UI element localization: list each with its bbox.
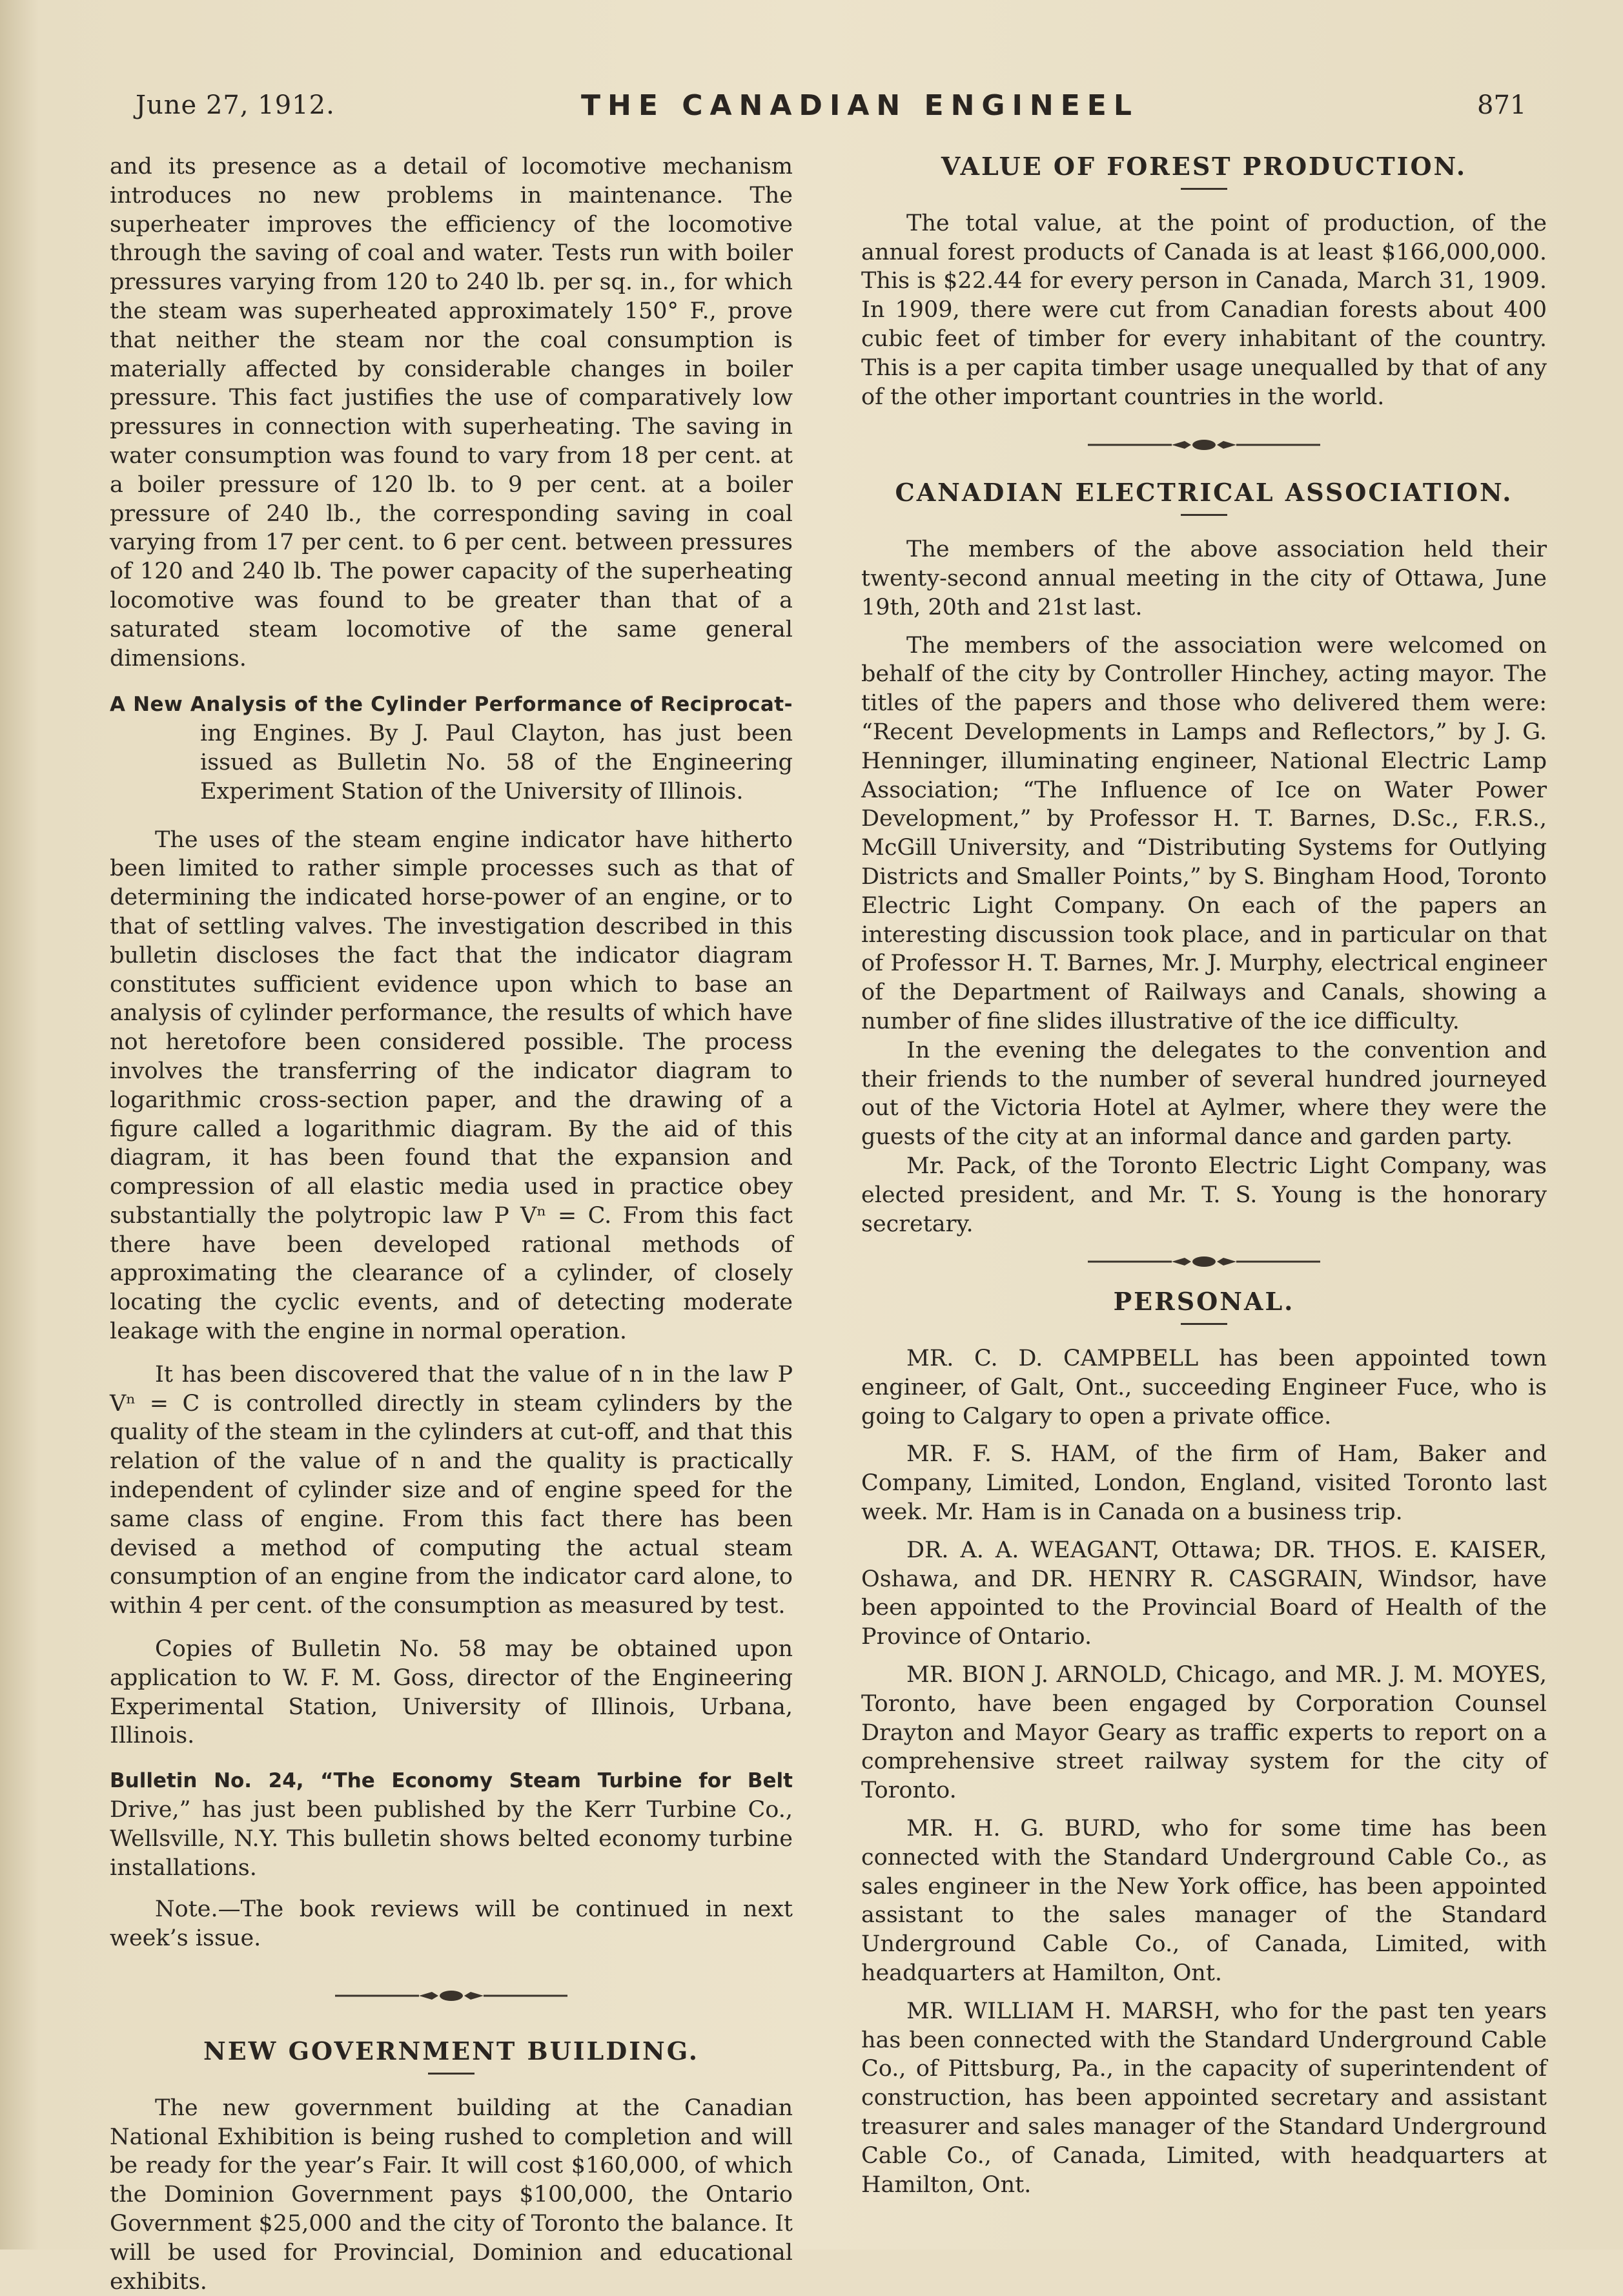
government-building-title: NEW GOVERNMENT BUILDING. bbox=[203, 2036, 700, 2066]
bulletin-24-notice bbox=[110, 1766, 793, 1882]
personal-item: MR. F. S. HAM, of the firm of Ham, Baker and Company, Limited, London, England, visited Toronto last week. Mr. Ham is in Canada on a business trip. bbox=[861, 1441, 1547, 1526]
forest-production-paragraph: The total value, at the point of production, of the annual forest products of Canada is at least $166,000,000. This is $22.44 for every person in Canada, March 31, 1909. In 1909, there were cut from Canadian forests about 400 cubic feet of timber for every inhabitant of the country. This is a per capita timber usage unequalled by that of any of the other important countries in the world. bbox=[861, 210, 1547, 410]
forest-production-title: VALUE OF FOREST PRODUCTION. bbox=[941, 152, 1467, 181]
title-rule bbox=[1181, 514, 1227, 516]
personal-item: MR. H. G. BURD, who for some time has been connected with the Standard Underground Cable Co., as sales engineer in the New York office, has been appointed assistant to the sales manager of the Standard Underground Cable Co., of Canada, Limited, with headquarters at Hamilton, Ont. bbox=[861, 1816, 1547, 1987]
page-number: 871 bbox=[1477, 90, 1527, 120]
title-rule bbox=[1181, 1323, 1227, 1325]
government-building-paragraph: The new government building at the Canadian National Exhibition is being rushed to completion and will be ready for the year’s Fair. It will cost $160,000, of which the Dominion Government pays $100,000, the Ontario Government $25,000 and the city of Toronto the balance. It will be used for Provincial, Dominion and educational exhibits. bbox=[110, 2095, 793, 2295]
indicator-uses-paragraph: The uses of the steam engine indicator have hitherto been limited to rather simple processes such as that of determining the indicated horse-power of an engine, or to that of settling valves. The investigation described in this bulletin discloses the fact that the indicator diagram constitutes sufficient evidence upon which to base an analysis of cylinder performance, the results of which have not heretofore been considered possible. The process involves the transferring of the indicator diagram to logarithmic cross-section paper, and the drawing of a figure called a logarithmic diagram. By the aid of this diagram, it has been found that the expansion and compression of all elastic media used in practice obey substantially the polytropic law P Vⁿ = C. From this fact there have been developed rational methods of approximating the clearance of a cylinder, of closely locating the cyclic events, and of detecting moderate leakage with the engine in normal operation. bbox=[110, 826, 793, 1345]
bulletin-copies-paragraph: Copies of Bulletin No. 58 may be obtained upon application to W. F. M. Goss, director of the Engineering Experimental Station, University of Illinois, Urbana, Illinois. bbox=[110, 1636, 793, 1749]
association-meeting-paragraph: The members of the above association held their twenty-second annual meeting in the city of Ottawa, June 19th, 20th and 21st last. bbox=[861, 537, 1547, 620]
running-header bbox=[0, 90, 1623, 142]
ornament-divider bbox=[1088, 1254, 1320, 1269]
superheater-paragraph: and its presence as a detail of locomotive mechanism introduces no new problems in maintenance. The superheater improves the efficiency of the locomotive through the saving of coal and water. Tests run with boiler pressures varying from 120 to 240 lb. per sq. in., for which the steam was superheated approximately 150° F., prove that neither the steam nor the coal consumption is materially affected by considerable changes in boiler pressure. This fact justifies the use of comparatively low pressures in connection with superheating. The saving in water consumption was found to vary from 18 per cent. at a boiler pressure of 120 lb. to 9 per cent. at a boiler pressure of 240 lb., the corresponding saving in coal varying from 17 per cent. to 6 per cent. between pressures of 120 and 240 lb. The power capacity of the superheating locomotive was found to be greater than that of a saturated steam locomotive of the same general dimensions. bbox=[110, 154, 793, 671]
title-rule bbox=[1181, 188, 1227, 190]
association-officers-paragraph: Mr. Pack, of the Toronto Electric Light Company, was elected president, and Mr. T. S. Young is the honorary secretary. bbox=[861, 1153, 1547, 1237]
association-papers-paragraph: The members of the association were welcomed on behalf of the city by Controller Hinchey, acting mayor. The titles of the papers and those who delivered them were: “Recent Developments in Lamps and Reflectors,” by J. G. Henninger, illuminating engineer, National Electric Lamp Association; “The Influence of Ice on Water Power Development,” by Professor H. T. Barnes, D.Sc., F.R.S., McGill University, and “Distributing Systems for Outlying Districts and Smaller Points,” by S. Bingham Hood, Toronto Electric Light Company. On each of the papers an interesting discussion took place, and in particular on that of Professor H. T. Barnes, Mr. J. Murphy, electrical engineer of the Department of Railways and Canals, showing a number of fine slides illustrative of the ice difficulty. bbox=[861, 632, 1547, 1034]
association-evening-paragraph: In the evening the delegates to the convention and their friends to the number of several hundred journeyed out of the Victoria Hotel at Aylmer, where they were the guests of the city at an informal dance and garden party. bbox=[861, 1037, 1547, 1151]
personal-item: MR. C. D. CAMPBELL has been appointed town engineer, of Galt, Ont., succeeding Engineer Fuce, who is going to Calgary to open a private office. bbox=[861, 1346, 1547, 1430]
electrical-association-title: CANADIAN ELECTRICAL ASSOCIATION. bbox=[895, 478, 1513, 507]
personal-item: DR. A. A. WEAGANT, Ottawa; DR. THOS. E. KAISER, Oshawa, and DR. HENRY R. CASGRAIN, Windsor, have been appointed to the Provincial Board of Health of the Province of Ontario. bbox=[861, 1537, 1547, 1650]
issue-date: June 27, 1912. bbox=[136, 90, 335, 120]
personal-title: PERSONAL. bbox=[1113, 1287, 1295, 1317]
personal-item: MR. BION J. ARNOLD, Chicago, and MR. J. M. MOYES, Toronto, have been engaged by Corporation Counsel Drayton and Mayor Geary as traffic experts to report on a comprehensive street railway system for the city of Toronto. bbox=[861, 1662, 1547, 1804]
personal-item: MR. WILLIAM H. MARSH, who for the past ten years has been connected with the Standard Underground Cable Co., of Pittsburg, Pa., in the capacity of superintendent of construction, has been appointed secretary and assistant treasurer and sales manager of the Standard Underground Cable Co., of Canada, Limited, with headquarters at Hamilton, Ont. bbox=[861, 1998, 1547, 2198]
ornament-divider bbox=[1088, 437, 1320, 453]
publication-title: THE CANADIAN ENGINEEL bbox=[581, 89, 1139, 122]
left-column bbox=[110, 152, 793, 2296]
analysis-notice-text: ing Engines. By J. Paul Clayton, has just been issued as Bulletin No. 58 of the Engineering Experiment Station of the University of Illinois. bbox=[200, 721, 793, 805]
analysis-notice bbox=[110, 690, 793, 806]
title-rule bbox=[428, 2073, 475, 2075]
bulletin-24-heading: Bulletin No. 24, “The Economy Steam Turbine for Belt bbox=[110, 1769, 793, 1793]
analysis-heading: A New Analysis of the Cylinder Performance of Reciprocat- bbox=[110, 693, 793, 717]
book-review-note: Note.—The book reviews will be continued in next week’s issue. bbox=[110, 1896, 793, 1952]
right-column bbox=[861, 152, 1547, 2199]
bulletin-24-text: Drive,” has just been published by the Kerr Turbine Co., Wellsville, N.Y. This bulletin shows belted economy turbine installations. bbox=[110, 1797, 793, 1881]
ornament-divider bbox=[335, 1988, 567, 2004]
polytropic-paragraph: It has been discovered that the value of n in the law P Vⁿ = C is controlled directly in steam cylinders by the quality of the steam in the cylinders at cut-off, and that this relation of the value of n and the quality is practically independent of cylinder size and of engine speed for the same class of engine. From this fact there has been devised a method of computing the actual steam consumption of an engine from the indicator card alone, to within 4 per cent. of the consumption as measured by test. bbox=[110, 1361, 793, 1619]
